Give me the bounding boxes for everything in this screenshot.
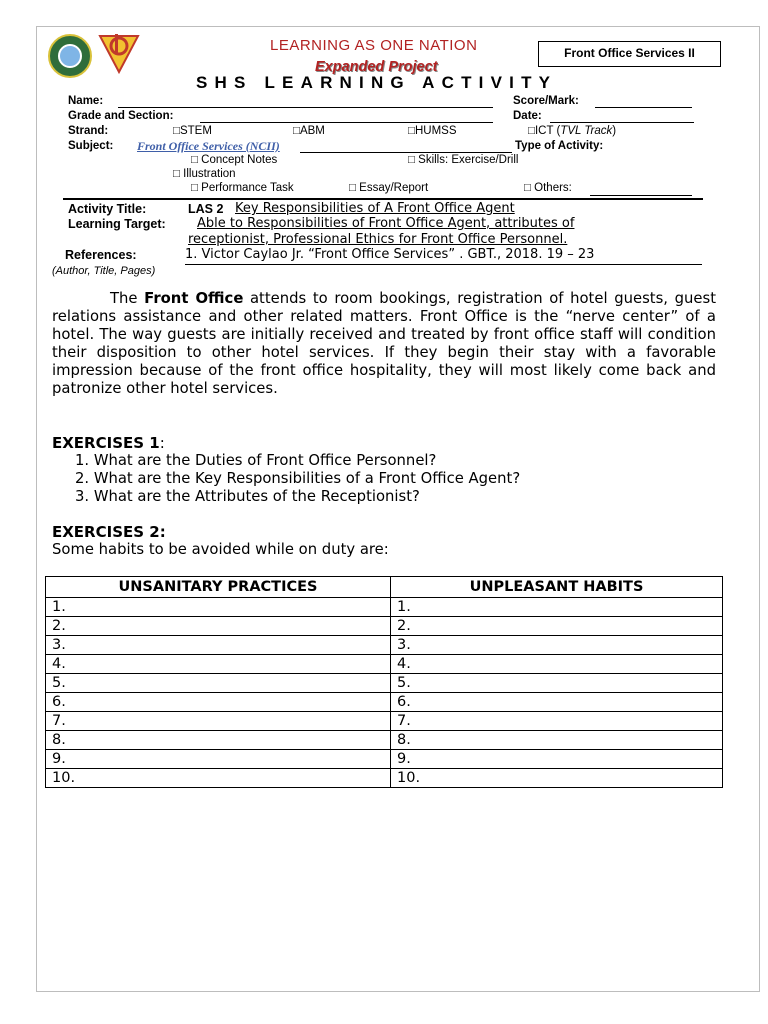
answer-cell-unsanitary[interactable]: 4.	[46, 655, 391, 674]
learning-target-line1: Able to Responsibilities of Front Office Agent, attributes of	[197, 216, 575, 231]
table-row	[46, 750, 723, 769]
activity-las: LAS 2	[188, 202, 224, 216]
answer-cell-unsanitary[interactable]: 6.	[46, 693, 391, 712]
type-illustration[interactable]: □ Illustration	[173, 168, 236, 180]
checkbox-icon: □	[191, 154, 198, 166]
exercises-1-heading: EXERCISES 1:	[52, 434, 165, 452]
grade-field[interactable]	[200, 122, 493, 123]
exercise-1-question: 1. What are the Duties of Front Office Personnel?	[75, 452, 437, 469]
checkbox-icon: □	[528, 125, 535, 137]
intro-paragraph: The Front Office attends to room bookings, registration of hotel guests, guest relations assistance and other related matters. Front Office is the “nerve center” of a hotel. The way guests are initially received and treated by front office staff will condition their disposition to other hotel services. If they begin their stay with a favorable impression because of the front office hospitality, they will most likely come back and patronize other hotel services.	[52, 290, 716, 397]
checkbox-icon: □	[408, 125, 415, 137]
checkbox-icon: □	[293, 125, 300, 137]
page-title: SHS LEARNING ACTIVITY	[196, 73, 558, 92]
name-field[interactable]	[118, 107, 493, 108]
checkbox-icon: □	[349, 182, 356, 194]
activity-title-label: Activity Title:	[68, 202, 147, 216]
others-field[interactable]	[590, 195, 692, 196]
table-row	[46, 769, 723, 788]
strand-ict[interactable]: □ICT (TVL Track)	[528, 125, 617, 137]
type-essay-report[interactable]: □ Essay/Report	[349, 182, 429, 194]
score-field[interactable]	[595, 107, 692, 108]
answer-cell-unpleasant[interactable]: 3.	[391, 636, 723, 655]
name-label: Name:	[68, 95, 104, 107]
answer-cell-unsanitary[interactable]: 9.	[46, 750, 391, 769]
school-seal-logo	[48, 34, 92, 78]
checkbox-icon: □	[524, 182, 531, 194]
exercise-1-question: 2. What are the Key Responsibilities of a Front Office Agent?	[75, 470, 521, 487]
exercises-2-heading: EXERCISES 2:	[52, 523, 166, 541]
answer-cell-unpleasant[interactable]: 7.	[391, 712, 723, 731]
answer-cell-unsanitary[interactable]: 3.	[46, 636, 391, 655]
grade-label: Grade and Section:	[68, 110, 174, 122]
answer-cell-unsanitary[interactable]: 8.	[46, 731, 391, 750]
answer-cell-unsanitary[interactable]: 2.	[46, 617, 391, 636]
answer-cell-unsanitary[interactable]: 1.	[46, 598, 391, 617]
references-value: 1. Victor Caylao Jr. “Front Office Services” . GBT., 2018. 19 – 23	[185, 247, 595, 262]
table-row	[46, 674, 723, 693]
column-header-unsanitary: UNSANITARY PRACTICES	[46, 577, 391, 598]
answer-cell-unpleasant[interactable]: 1.	[391, 598, 723, 617]
answer-cell-unsanitary[interactable]: 7.	[46, 712, 391, 731]
type-performance-task[interactable]: □ Performance Task	[191, 182, 294, 194]
type-concept-notes[interactable]: □ Concept Notes	[191, 154, 278, 166]
references-label: References:	[65, 248, 137, 262]
strand-abm[interactable]: □ABM	[293, 125, 325, 137]
subject-label: Subject:	[68, 140, 114, 152]
table-row	[46, 636, 723, 655]
references-note: (Author, Title, Pages)	[52, 265, 156, 277]
type-skills[interactable]: □ Skills: Exercise/Drill	[408, 154, 519, 166]
strand-humss[interactable]: □HUMSS	[408, 125, 457, 137]
project-label: Expanded Project	[315, 59, 438, 75]
learning-target-label: Learning Target:	[68, 217, 166, 231]
references-line	[185, 264, 702, 265]
score-label: Score/Mark:	[513, 95, 579, 107]
learning-target-line2: receptionist, Professional Ethics for Front Office Personnel.	[188, 232, 568, 247]
column-header-unpleasant: UNPLEASANT HABITS	[391, 577, 723, 598]
exercise-1-question: 3. What are the Attributes of the Receptionist?	[75, 488, 420, 505]
section-divider	[63, 198, 703, 200]
table-row	[46, 617, 723, 636]
habits-table	[45, 576, 723, 788]
date-label: Date:	[513, 110, 542, 122]
table-row	[46, 731, 723, 750]
answer-cell-unpleasant[interactable]: 8.	[391, 731, 723, 750]
answer-cell-unpleasant[interactable]: 2.	[391, 617, 723, 636]
type-others[interactable]: □ Others:	[524, 182, 572, 194]
checkbox-icon: □	[408, 154, 415, 166]
division-logo	[96, 30, 142, 76]
table-row	[46, 712, 723, 731]
checkbox-icon: □	[173, 125, 180, 137]
table-row	[46, 598, 723, 617]
answer-cell-unsanitary[interactable]: 5.	[46, 674, 391, 693]
table-header-row	[46, 577, 723, 598]
answer-cell-unpleasant[interactable]: 4.	[391, 655, 723, 674]
exercises-2-intro: Some habits to be avoided while on duty are:	[52, 541, 389, 558]
answer-cell-unpleasant[interactable]: 10.	[391, 769, 723, 788]
subject-line	[300, 152, 512, 153]
table-row	[46, 655, 723, 674]
answer-cell-unpleasant[interactable]: 6.	[391, 693, 723, 712]
checkbox-icon: □	[191, 182, 198, 194]
type-label: Type of Activity:	[515, 140, 604, 152]
strand-stem[interactable]: □STEM	[173, 125, 212, 137]
date-field[interactable]	[550, 122, 694, 123]
subject-value: Front Office Services (NCII)	[137, 139, 280, 153]
table-row	[46, 693, 723, 712]
org-line: LEARNING AS ONE NATION	[270, 37, 478, 54]
answer-cell-unpleasant[interactable]: 9.	[391, 750, 723, 769]
checkbox-icon: □	[173, 168, 180, 180]
page-border	[36, 26, 760, 992]
strand-label: Strand:	[68, 125, 109, 137]
subject-box: Front Office Services II	[538, 41, 721, 67]
answer-cell-unsanitary[interactable]: 10.	[46, 769, 391, 788]
answer-cell-unpleasant[interactable]: 5.	[391, 674, 723, 693]
activity-title-value: Key Responsibilities of A Front Office Agent	[235, 201, 515, 216]
